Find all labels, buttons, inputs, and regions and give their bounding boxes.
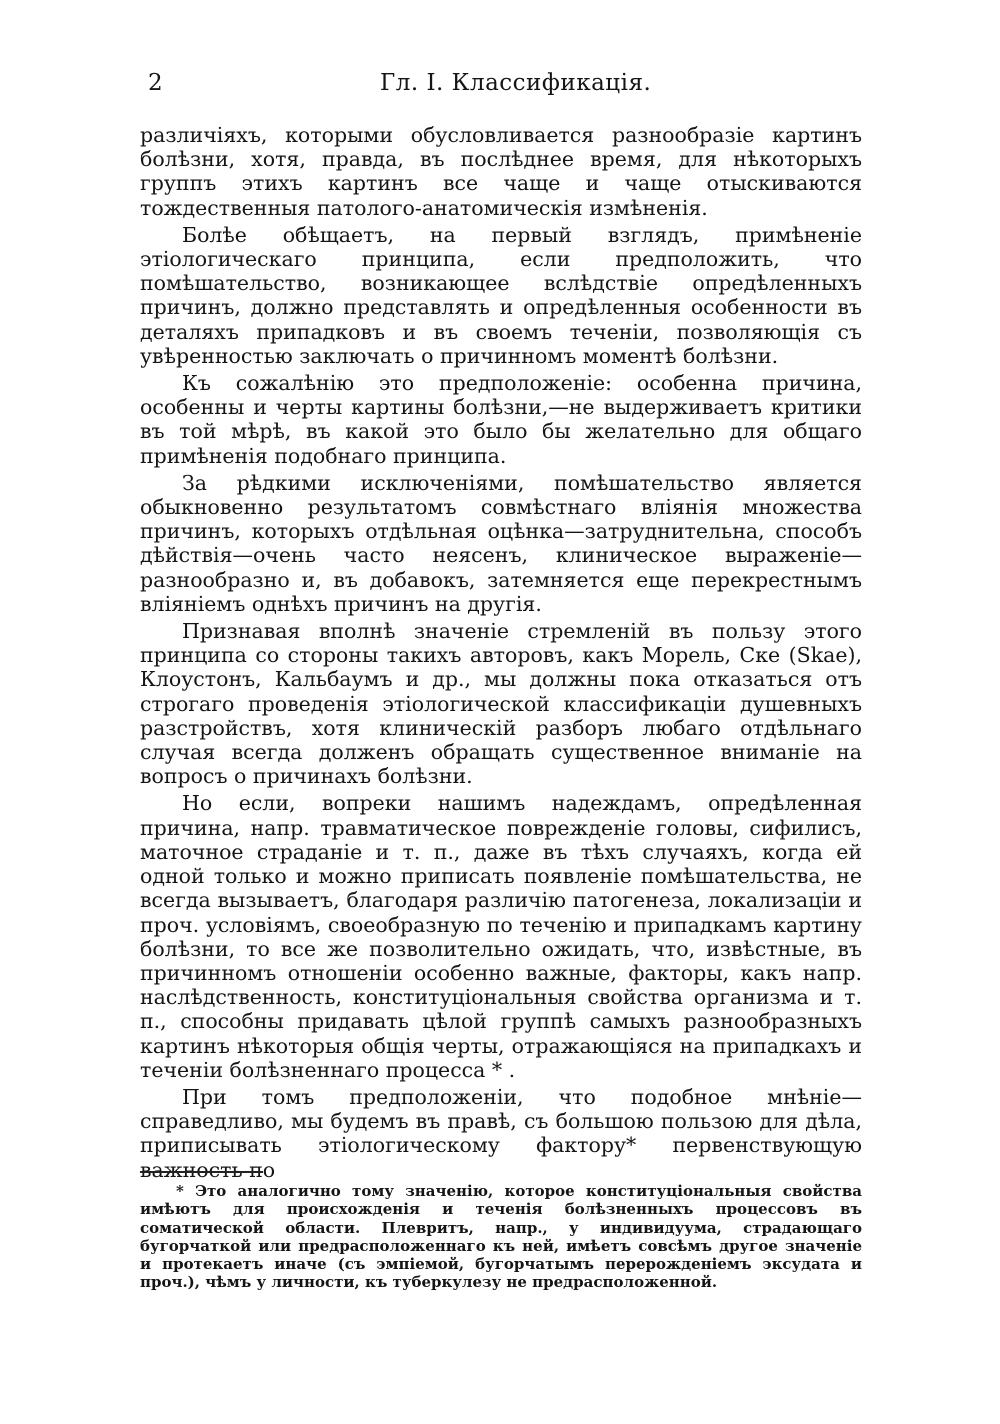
footnote-text: * Это аналогично тому значенію, которое конституціональныя свойства имѣютъ для происхожденія и теченія болѣзненныхъ процессовъ въ соматической области. Плевритъ, напр., у индивидуума, страдающаго бугорчаткой или предрасположеннаго къ ней, имѣетъ совсѣмъ другое значеніе и протекаетъ иначе (съ эмпіемой, бугорчатымъ перерожденіемъ эксудата и проч.), чѣмъ у личности, къ туберкулезу не предрасположенной. xyxy=(140,1182,862,1292)
paragraph-6: Но если, вопреки нашимъ надеждамъ, опредѣленная причина, напр. травматическое поврежденіе головы, сифилисъ, маточное страданіе и т. п., даже въ тѣхъ случаяхъ, когда ей одной только и можно приписать появленіе помѣшательства, не всегда вызываетъ, благодаря различію патогенеза, локализаціи и проч. условіямъ, своеобразную по теченію и припадкамъ картину болѣзни, то все же позволительно ожидать, что, извѣстные, въ причинномъ отношеніи особенно важные, факторы, какъ напр. наслѣдственность, конституціональныя свойства организма и т. п., способны придавать цѣлой группѣ самыхъ разнообразныхъ картинъ нѣкоторыя общія черты, отражающіяся на припадкахъ и теченіи болѣзненнаго процесса * . xyxy=(140,791,862,1082)
footnote-divider xyxy=(140,1171,263,1173)
footnote xyxy=(140,1182,862,1292)
page-number: 2 xyxy=(148,70,163,96)
paragraph-5: Признавая вполнѣ значеніе стремленій въ пользу этого принципа со стороны такихъ авторовъ, какъ Морель, Ске (Skae), Клоустонъ, Кальбаумъ и др., мы должны пока отказаться отъ строгаго проведенія этіологической классификаціи душевныхъ разстройствъ, хотя клиническій разборъ любаго отдѣльнаго случая всегда долженъ обращать существенное вниманіе на вопросъ о причинахъ болѣзни. xyxy=(140,619,862,789)
body-text xyxy=(140,123,862,1185)
paragraph-3: Къ сожалѣнію это предположеніе: особенна причина, особенны и черты картины болѣзни,—не выдерживаетъ критики въ той мѣрѣ, въ какой это было бы желательно для общаго примѣненія подобнаго принципа. xyxy=(140,371,862,468)
running-head: Гл. I. Классификація. xyxy=(380,70,652,96)
paragraph-1: различіяхъ, которыми обусловливается разнообразіе картинъ болѣзни, хотя, правда, въ послѣднее время, для нѣкоторыхъ группъ этихъ картинъ все чаще и чаще отыскиваются тождественныя патолого-анатомическія измѣненія. xyxy=(140,123,862,220)
paragraph-2: Болѣе обѣщаетъ, на первый взглядъ, примѣненіе этіологическаго принципа, если предположить, что помѣшательство, возникающее вслѣдствіе опредѣленныхъ причинъ, должно представлять и опредѣленныя особенности въ деталяхъ припадковъ и въ своемъ теченіи, позволяющія съ увѣренностью заключать о причинномъ моментѣ болѣзни. xyxy=(140,222,862,368)
paragraph-7: При томъ предположеніи, что подобное мнѣніе—справедливо, мы будемъ въ правѣ, съ большою пользою для дѣла, приписывать этіологическому фактору* первенствующую важность по xyxy=(140,1084,862,1182)
paragraph-4: За рѣдкими исключеніями, помѣшательство является обыкновенно результатомъ совмѣстнаго вліянія множества причинъ, которыхъ отдѣльная оцѣнка—затруднительна, способъ дѣйствія—очень часто неясенъ, клиническое выраженіе—разнообразно и, въ добавокъ, затемняется еще перекрестнымъ вліяніемъ однѣхъ причинъ на другія. xyxy=(140,470,862,616)
